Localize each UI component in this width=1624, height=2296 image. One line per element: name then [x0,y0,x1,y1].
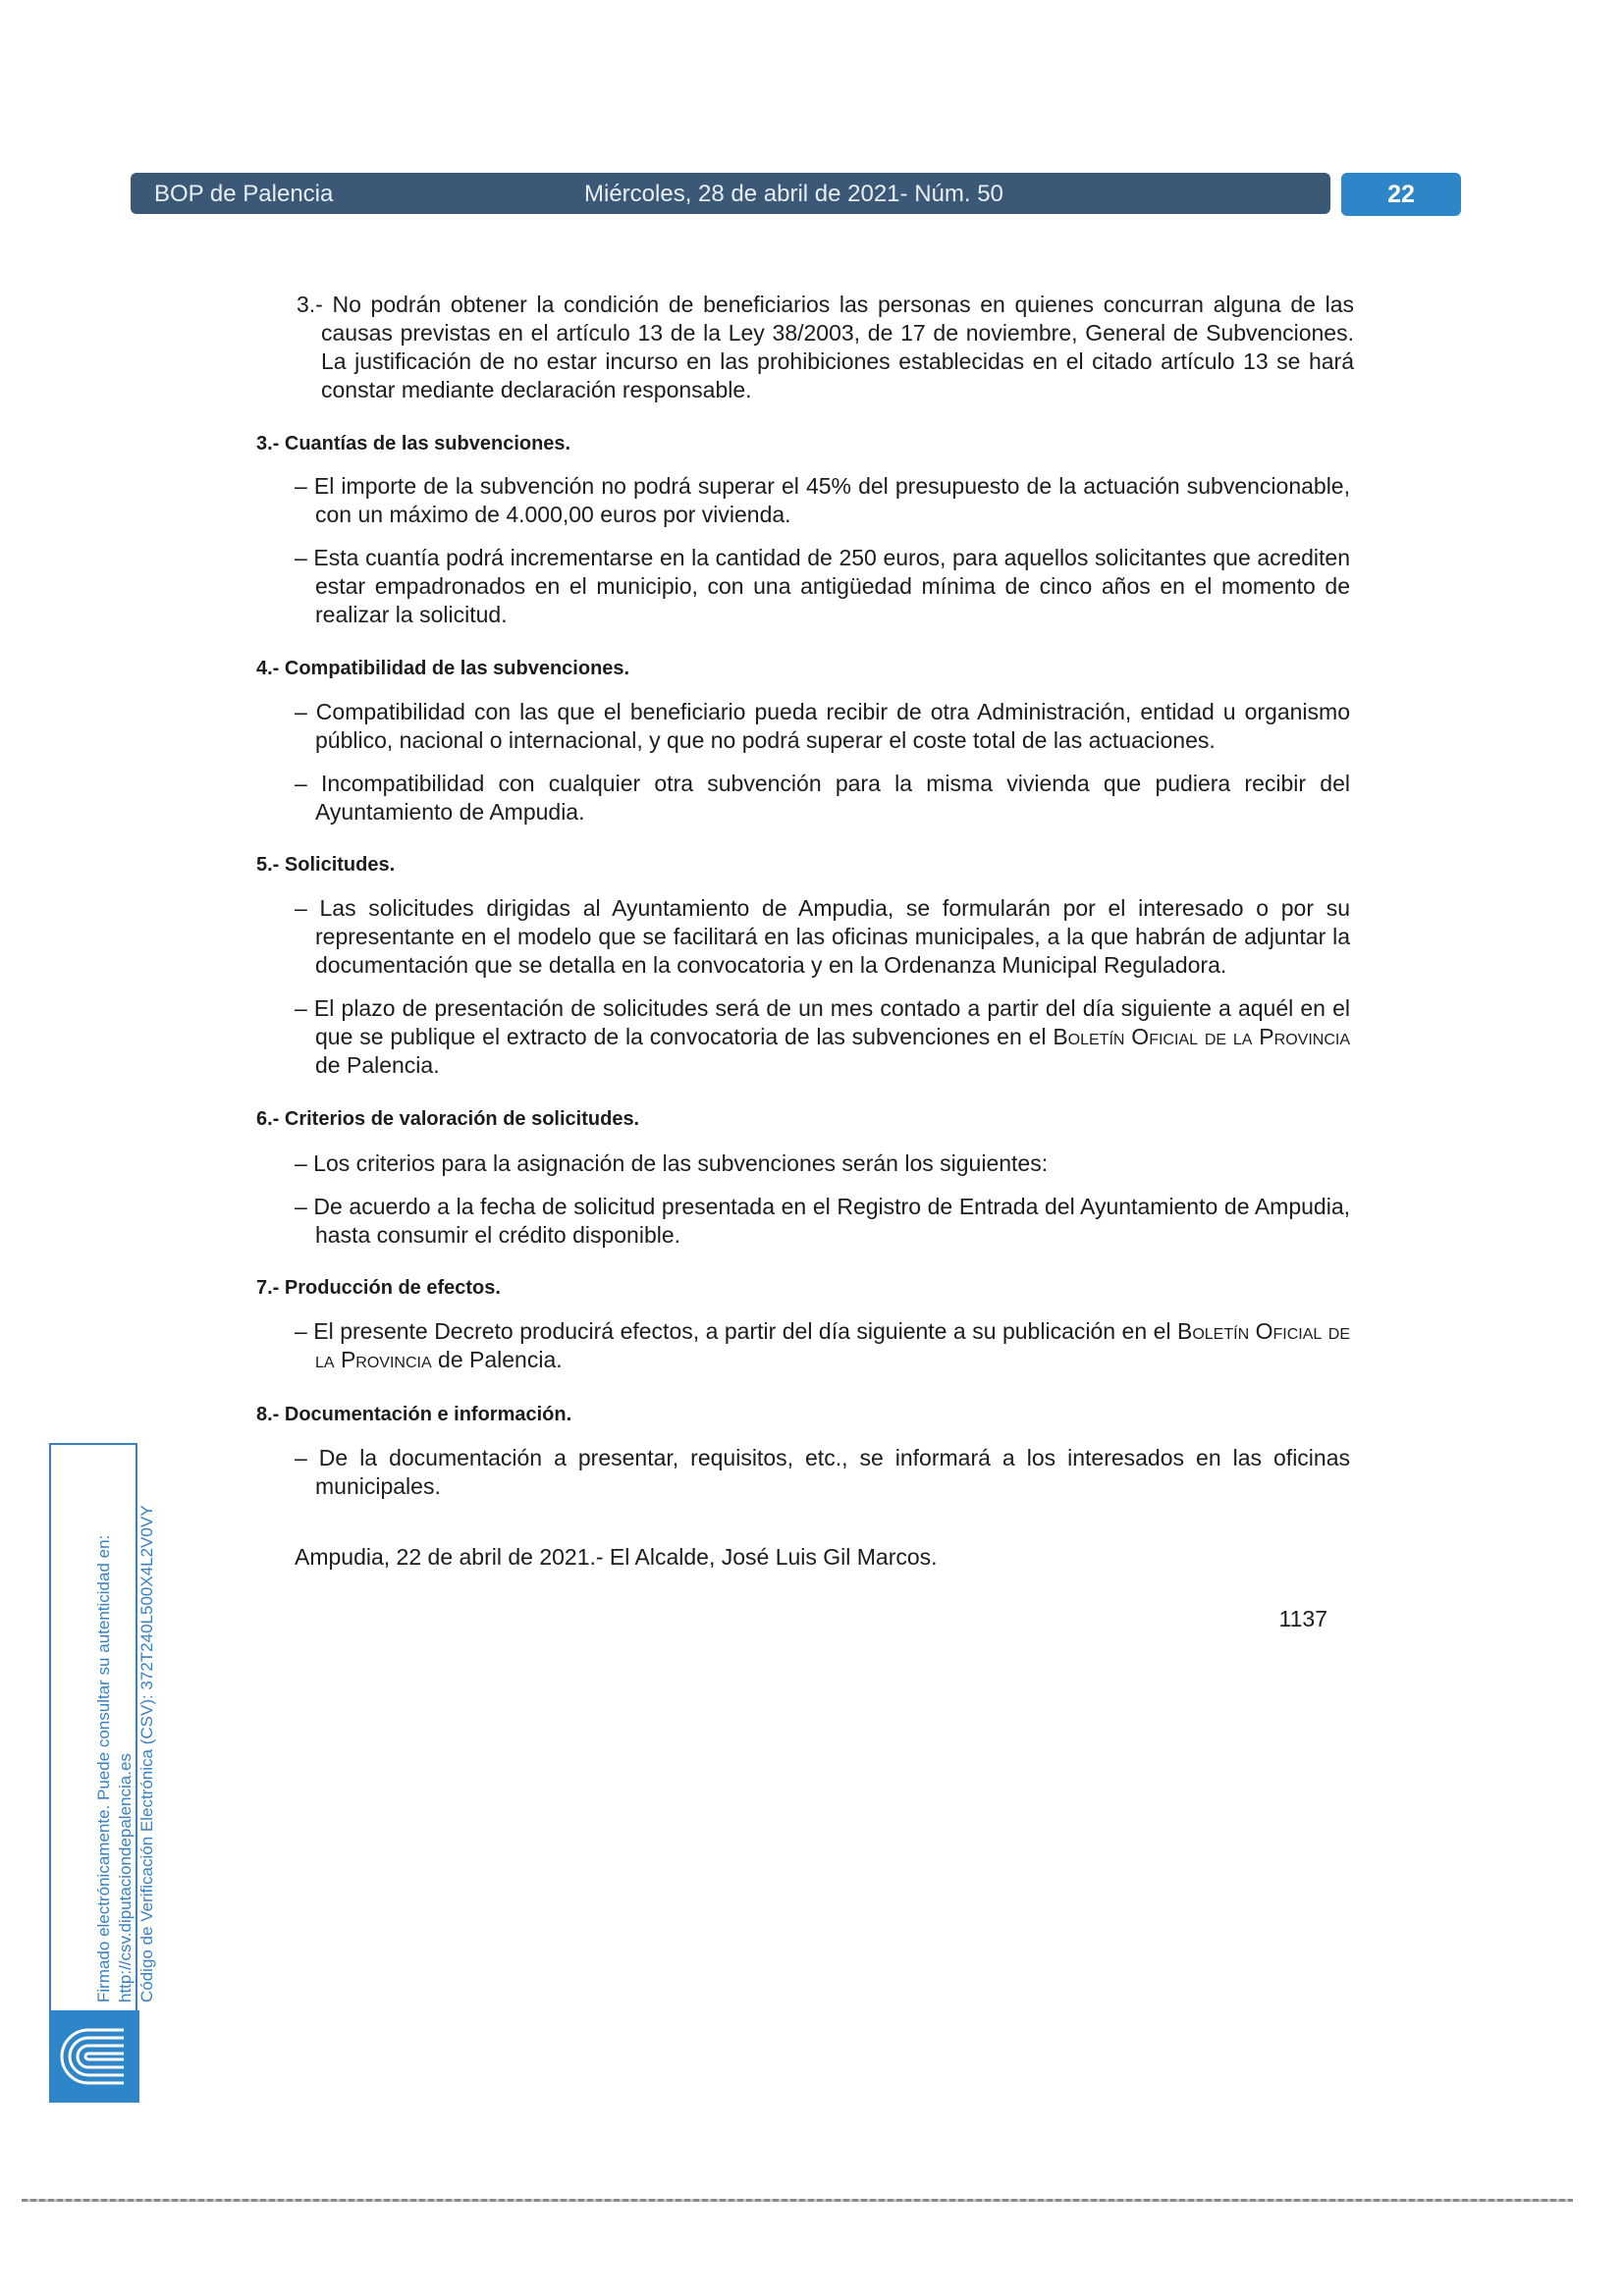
section-6-item-1: – Los criterios para la asignación de las subvenciones serán los siguientes: [295,1150,1049,1176]
issue-date: Miércoles, 28 de abril de 2021- Núm. 50 [584,181,1003,207]
section-8-item-1: – De la documentación a presentar, requisitos, etc., se informará a los interesados en las oficinas municipales. [295,1445,1350,1499]
section-3-item-2: – Esta cuantía podrá incrementarse en la cantidad de 250 euros, para aquellos solicitantes que acrediten estar empadronados en el municipio, con una antigüedad mínima de cinco años en el momento de realizar la solicitud. [295,545,1350,627]
section-5-item-1: – Las solicitudes dirigidas al Ayuntamiento de Ampudia, se formularán por el interesado o por su representante en el modelo que se facilitará en las oficinas municipales, a la que habrán de adjuntar la documentación que se detalla en la convocatoria y en la Ordenanza Municipal Reguladora. [295,895,1350,978]
header-bar [131,173,1330,214]
section-4-item-2: – Incompatibilidad con cualquier otra subvención para la misma vivienda que pudiera recibir del Ayuntamiento de Ampudia. [295,771,1350,825]
verification-url[interactable]: http://csv.diputaciondepalencia.es [116,1753,135,2002]
verification-line-1: Firmado electrónicamente. Puede consultar su autenticidad en: [94,1534,113,2002]
section-heading-5: 5.- Solicitudes. [256,854,396,876]
section-6-item-2: – De acuerdo a la fecha de solicitud presentada en el Registro de Entrada del Ayuntamiento de Ampudia, hasta consumir el crédito disponible. [295,1194,1350,1248]
header-page-number: 22 [1341,173,1461,216]
section-heading-7: 7.- Producción de efectos. [256,1277,501,1299]
section-5-item-2: – El plazo de presentación de solicitudes será de un mes contado a partir del día siguiente a aquél en el que se publique el extracto de la convocatoria de las subvenciones en el Boletín Oficial de la Provincia de Palencia. [295,995,1350,1078]
section-3-item-1: – El importe de la subvención no podrá superar el 45% del presupuesto de la actuación subvencionable, con un máximo de 4.000,00 euros por vivienda. [295,473,1350,527]
section-heading-4: 4.- Compatibilidad de las subvenciones. [256,658,630,679]
publication-name: BOP de Palencia [154,181,334,207]
intro-item: 3.- No podrán obtener la condición de beneficiarios las personas en quienes concurran alguna de las causas previstas en el artículo 13 de la Ley 38/2003, de 17 de noviembre, General de Subvenciones. La justificación de no estar incurso en las prohibiciones establecidas en el citado artículo 13 se hará constar mediante declaración responsable. [297,292,1354,402]
section-4-item-1: – Compatibilidad con las que el beneficiario pueda recibir de otra Administración, entidad u organismo público, nacional o internacional, y que no podrá superar el coste total de las actuaciones. [295,699,1350,753]
verification-csv: Código de Verificación Electrónica (CSV): 372T240L500X4L2V0VY [137,1505,156,2002]
verification-text [93,1472,158,2002]
page-number: 1137 [1278,1606,1327,1631]
section-heading-8: 8.- Documentación e información. [256,1404,572,1425]
diputacion-logo-icon [49,2010,139,2103]
section-heading-3: 3.- Cuantías de las subvenciones. [256,433,571,454]
section-7-item-1: – El presente Decreto producirá efectos, a partir del día siguiente a su publicación en el Boletín Oficial de la Provincia de Palencia. [295,1318,1350,1372]
page-bottom-rule [22,2199,1573,2202]
signature-line: Ampudia, 22 de abril de 2021.- El Alcalde, José Luis Gil Marcos. [295,1544,938,1570]
section-heading-6: 6.- Criterios de valoración de solicitudes. [256,1108,640,1130]
